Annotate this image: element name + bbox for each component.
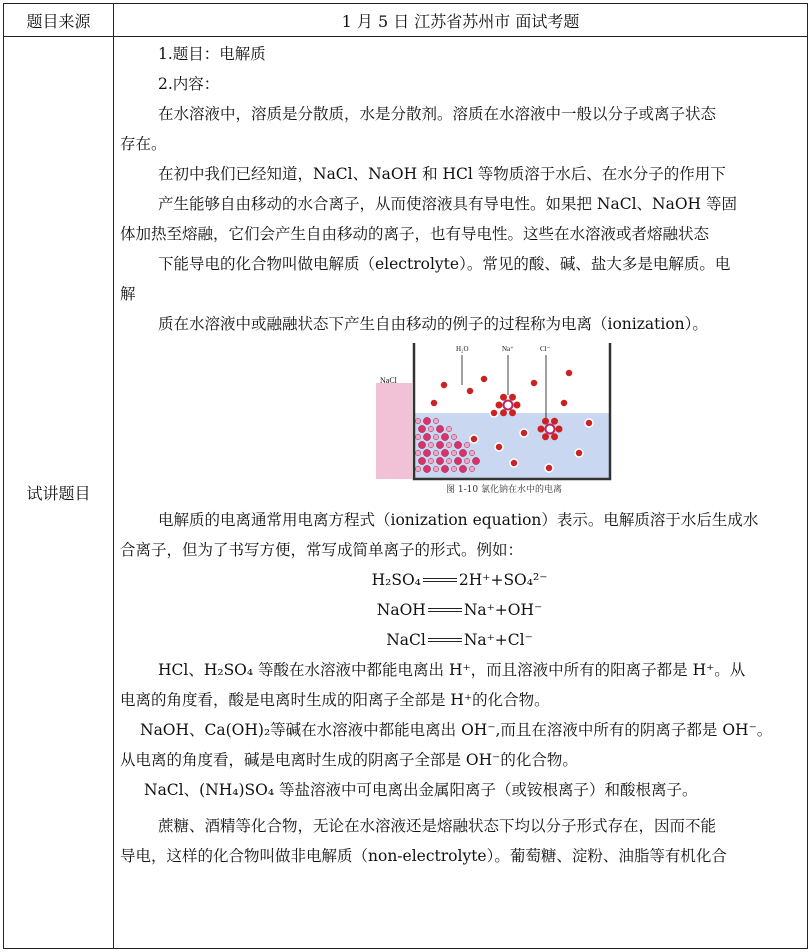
lattice-ion [472,457,479,464]
lattice-ion [418,441,425,448]
lattice-ion [459,465,466,472]
lattice-ion [436,425,443,432]
para8-line2: 导电，这样的化合物叫做非电解质（non-electrolyte）。葡萄糖、淀粉、油脂等有机化合 [120,847,727,865]
eq3-right: Na⁺+Cl⁻ [463,631,533,649]
lattice-ion [428,458,433,463]
lattice-ion [418,425,425,432]
topic-label: 试讲题目 [4,37,114,949]
para6-line1: NaOH、Ca(OH)₂等碱在水溶液中都能电离出 OH⁻,而且在溶液中所有的阴离子都是 OH⁻。 [140,721,773,739]
lattice-ion [423,449,430,456]
lattice-ion [423,465,430,472]
na-hydrated-shell [500,409,507,416]
lattice-ion [433,434,438,439]
para8-line1: 蔗糖、酒精等化合物，无论在水溶液还是熔融状态下均以分子形式存在，因而不能 [158,817,717,835]
equation-1 [120,565,799,595]
lattice-ion [459,449,466,456]
lattice-ion [446,426,451,431]
para5-line1: HCl、H₂SO₄ 等酸在水溶液中都能电离出 H⁺，而且溶液中所有的阳离子都是 H⁺。从 [158,661,746,679]
cl-hydrated-core [546,425,555,434]
water-molecule [466,387,474,395]
para2-line2: 产生能够自由移动的水合离子，从而使溶液具有导电性。如果把 NaCl、NaOH 等固 [158,195,738,213]
water-molecule [495,443,503,451]
eq1-right: 2H⁺+SO₄²⁻ [458,571,548,589]
lattice-ion [451,434,456,439]
water-molecule [575,449,583,457]
water-molecule [510,459,518,467]
water-molecule [480,375,488,383]
para2-line4: 下能导电的化合物叫做电解质（electrolyte）。常见的酸、碱、盐大多是电解质。电 [158,255,731,273]
dissolution-figure [374,343,614,497]
lattice-ion [446,442,451,447]
nacl-dissolution-illustration [374,343,614,483]
para4-line1: 电解质的电离通常用电离方程式（ionization equation）表示。电解质溶于水后生成水 [158,511,759,529]
lattice-ion [441,449,448,456]
na-hydrated-shell [509,409,516,416]
para2-line1: 在初中我们已经知道，NaCl、NaOH 和 HCl 等物质溶于水后、在水分子的作用下 [158,165,726,183]
lattice-ion [469,450,474,455]
content-label: 2.内容： [158,75,220,93]
lattice-ion [415,418,420,423]
lattice-ion [433,450,438,455]
lattice-ion [423,417,430,424]
lattice-ion [436,457,443,464]
lattice-ion [441,465,448,472]
eq2-right: Na⁺+OH⁻ [463,601,543,619]
na-hydrated-shell [514,402,521,409]
source-label: 题目来源 [4,4,114,37]
source-title: 1 月 5 日 江苏省苏州市 面试考题 [114,4,808,37]
lattice-ion [441,433,448,440]
document-table [3,3,808,949]
nacl-side-shade [376,383,412,479]
equation-2 [120,595,799,625]
label-h2o: H₂O [456,345,469,353]
label-cl: Cl⁻ [540,345,551,353]
para3-line: 质在水溶液中或融融状态下产生自由移动的例子的过程称为电离（ionization）。 [158,315,708,333]
header-row [4,4,808,37]
lattice-ion [469,466,474,471]
para1-line2: 存在。 [120,135,167,153]
lattice-ion [454,441,461,448]
cl-hydrated-shell [542,418,549,425]
para1-line1: 在水溶液中，溶质是分散质，水是分散剂。溶质在水溶液中一般以分子或离子状态 [158,105,717,123]
lattice-ion [454,457,461,464]
eq2-arrow [428,608,462,612]
water-molecule [545,464,553,472]
lattice-ion [436,441,443,448]
para2-line5: 解 [120,285,136,303]
eq1-left: H₂SO₄ [371,571,421,589]
water-molecule [430,399,438,407]
lattice-ion [433,466,438,471]
lattice-ion [418,457,425,464]
cl-hydrated-shell [551,433,558,440]
para7-line: NaCl、(NH₄)SO₄ 等盐溶液中可电离出金属阳离子（或铵根离子）和酸根离子。 [144,781,698,799]
lattice-ion [451,466,456,471]
na-hydrated-shell [509,394,516,401]
lattice-ion [451,450,456,455]
na-hydrated-shell [500,394,507,401]
cl-hydrated-shell [542,433,549,440]
label-nacl: NaCl [380,376,397,385]
figure-caption: 图 1-10 氯化钠在水中的电离 [446,485,562,495]
lattice-ion [446,458,451,463]
topic-line: 1.题目：电解质 [158,45,266,63]
label-na: Na⁺ [502,345,514,353]
na-hydrated-shell [496,402,503,409]
para2-line3: 体加热至熔融，它们会产生自由移动的离子，也有导电性。这些在水溶液或者熔融状态 [120,225,710,243]
para4-line2: 合离子，但为了书写方便，常写成简单离子的形式。例如： [120,541,524,559]
water-molecule [520,429,528,437]
lattice-ion [415,466,420,471]
lattice-ion [423,433,430,440]
na-hydrated-core [504,401,513,410]
water-molecule [560,399,568,407]
water-molecule [585,419,593,427]
topic-row [4,37,808,949]
eq2-left: NaOH [376,601,426,619]
water-molecule [470,435,478,443]
eq3-arrow [428,638,462,642]
lattice-ion [464,442,469,447]
lattice-ion [464,458,469,463]
eq3-left: NaCl [386,631,426,649]
water-molecule [490,409,498,417]
cl-hydrated-shell [551,418,558,425]
lattice-ion [433,418,438,423]
water-molecule [440,381,448,389]
para5-line2: 电离的角度看，酸是电离时生成的阳离子全部是 H⁺的化合物。 [120,691,550,709]
cl-hydrated-shell [538,426,545,433]
topic-content [114,37,808,949]
lattice-ion [428,442,433,447]
equation-3 [120,625,799,655]
water-molecule [565,369,573,377]
lattice-ion [415,450,420,455]
water-molecule [530,379,538,387]
lattice-ion [415,434,420,439]
cl-hydrated-shell [556,426,563,433]
lattice-ion [428,426,433,431]
para6-line2: 从电离的角度看，碱是电离时生成的阴离子全部是 OH⁻的化合物。 [120,751,578,769]
eq1-arrow [423,578,457,582]
